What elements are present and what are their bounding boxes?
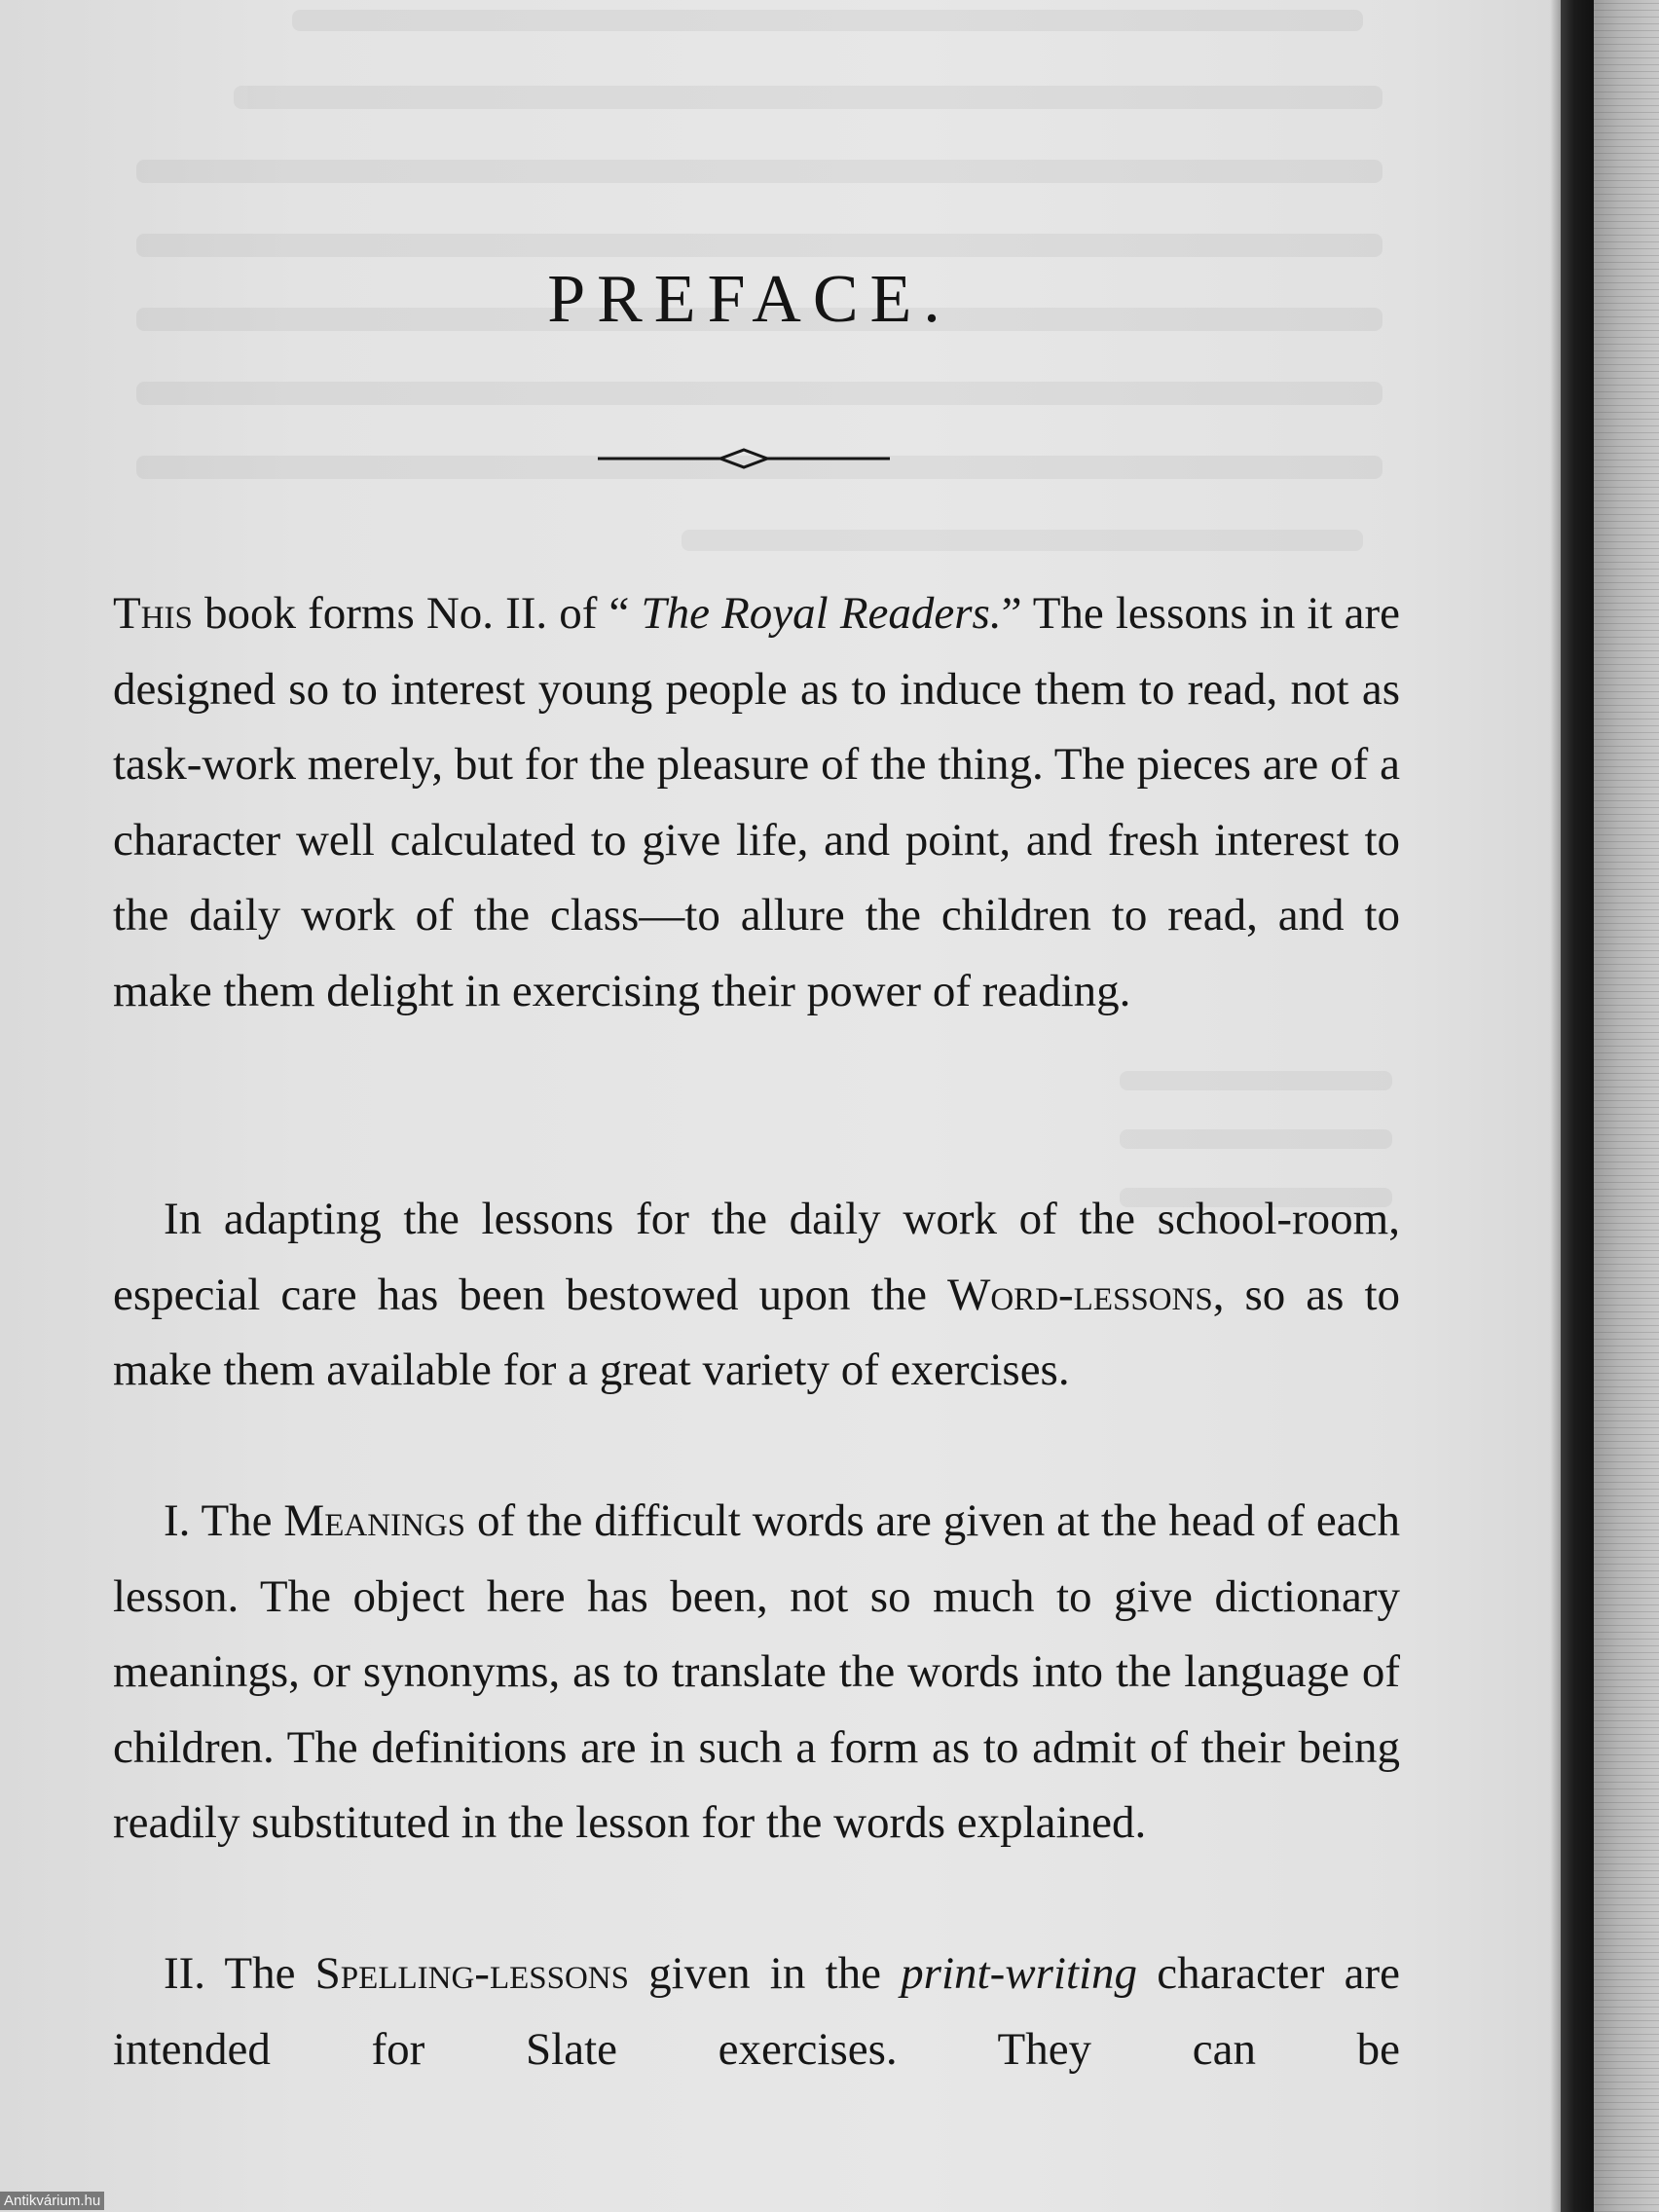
preface-paragraph-1	[113, 576, 1400, 1030]
small-caps-term: This	[113, 588, 193, 639]
small-caps-term: Word-lessons	[946, 1269, 1213, 1320]
body-text: book forms No. II. of “	[192, 588, 642, 639]
book-spine	[1561, 0, 1594, 2212]
watermark-label: Antikvárium.hu	[0, 2192, 104, 2210]
small-caps-term: Meanings	[283, 1495, 466, 1546]
small-caps-term: Spelling-lessons	[314, 1948, 629, 1999]
body-text: , so as to make them available for a great variety of exercises.	[113, 1269, 1401, 1396]
italic-term: The Royal Readers.	[641, 588, 1002, 639]
body-text: character are intended for Slate exercises. They can be	[113, 1948, 1400, 2075]
body-text: ” The lessons in it are designed so to interest young people as to induce them to read, not as task-work merely, but for the pleasure of the thing. The pieces are of a character well calculated to give life, and point, and fresh interest to the daily work of the class—to allure the children to read, and to make them delight in exercising their power of reading.	[113, 588, 1401, 1016]
body-text: II. The	[164, 1948, 315, 1999]
body-text: In adapting the lessons for the daily work of the school-room, especial care has been bestowed upon the	[113, 1194, 1400, 1320]
preface-paragraph-4	[113, 1936, 1400, 2087]
body-text: I. The	[164, 1495, 284, 1546]
page-edges-texture	[1594, 0, 1659, 2212]
preface-paragraph-3	[113, 1484, 1400, 1862]
body-text: given in the	[628, 1948, 902, 1999]
title-rule-ornament	[598, 444, 890, 473]
page-title: PREFACE.	[547, 262, 952, 337]
preface-paragraph-2	[113, 1182, 1400, 1409]
body-text: of the difficult words are given at the head of each lesson. The object here has been, not so much to give dictionary meanings, or synonyms, as to translate the words into the language of children. The definitions are in such a form as to admit of their being readily substituted in the lesson for the words explained.	[113, 1495, 1400, 1849]
italic-term: print-writing	[901, 1948, 1138, 1999]
